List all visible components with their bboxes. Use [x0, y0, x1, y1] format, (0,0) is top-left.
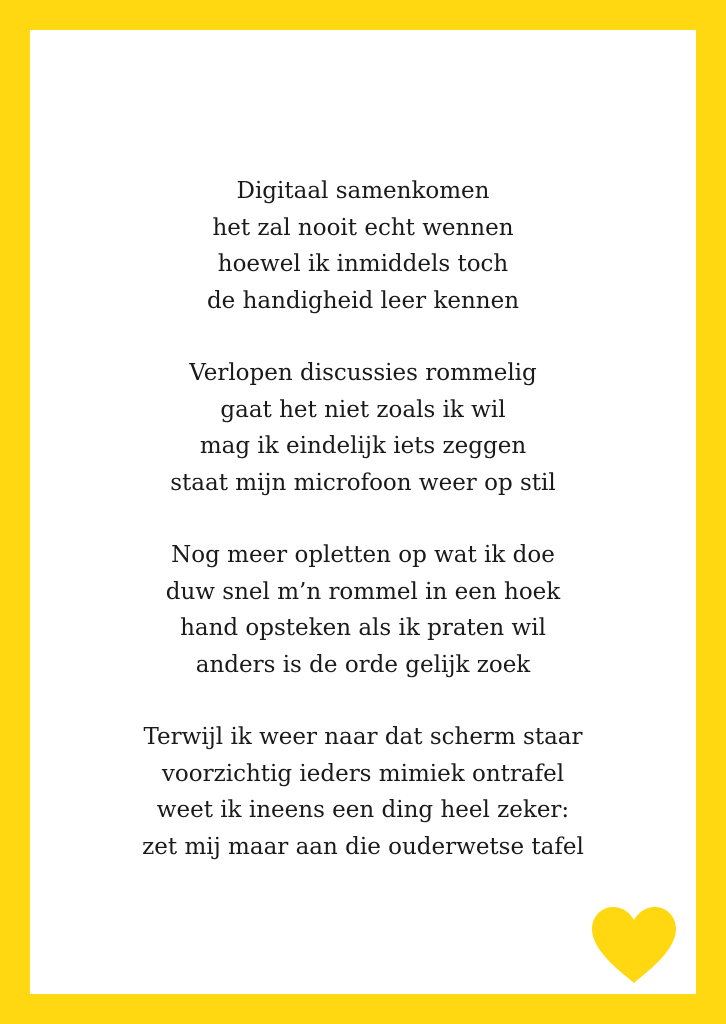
- heart-icon: [592, 907, 676, 983]
- poem-line: zet mij maar aan die ouderwetse tafel: [142, 833, 584, 860]
- poem-stanza-2: [30, 355, 696, 501]
- poem-line: Nog meer opletten op wat ik doe: [171, 542, 555, 568]
- poem-line: weet ik ineens een ding heel zeker:: [156, 797, 570, 823]
- poem-line: duw snel m’n rommel in een hoek: [165, 578, 561, 605]
- poem-stanza-4: [30, 719, 696, 865]
- poem-line: het zal nooit echt wennen: [212, 214, 514, 241]
- poem: [30, 173, 696, 901]
- poem-line: voorzichtig ieders mimiek ontrafel: [161, 760, 565, 787]
- poem-line: Digitaal samenkomen: [236, 178, 490, 204]
- poem-stanza-1: [30, 173, 696, 319]
- poem-line: hand opsteken als ik praten wil: [180, 615, 546, 641]
- poem-line: gaat het niet zoals ik wil: [220, 396, 506, 423]
- poem-line: Verlopen discussies rommelig: [189, 360, 537, 386]
- poem-line: hoewel ik inmiddels toch: [217, 251, 509, 277]
- poem-line: de handigheid leer kennen: [206, 287, 520, 314]
- poem-line: Terwijl ik weer naar dat scherm staar: [143, 724, 583, 750]
- poem-line: anders is de orde gelijk zoek: [195, 651, 531, 678]
- poem-stanza-3: [30, 537, 696, 683]
- heart-shape: [592, 907, 676, 983]
- poem-line: staat mijn microfoon weer op stil: [170, 469, 556, 496]
- poem-line: mag ik eindelijk iets zeggen: [199, 433, 527, 459]
